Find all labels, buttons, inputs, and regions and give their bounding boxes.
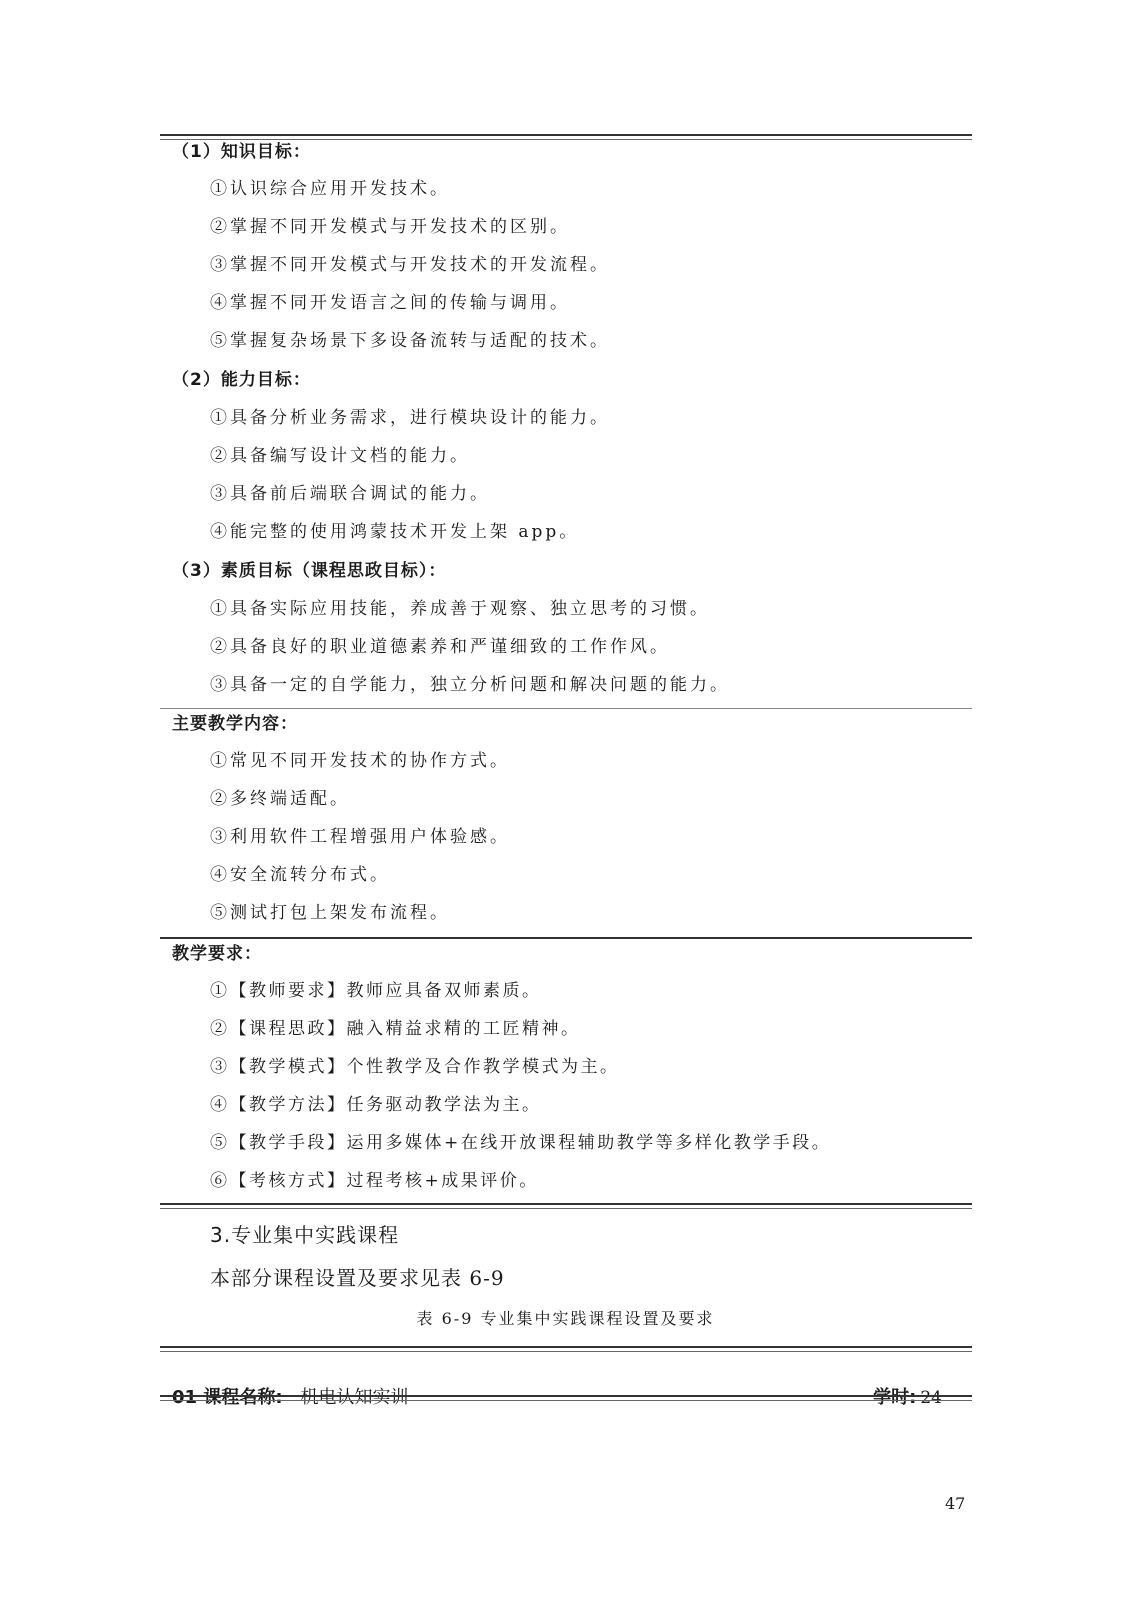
quality-goals-heading: （3）素质目标（课程思政目标）： (172, 561, 447, 581)
content-item: ①常见不同开发技术的协作方式。 (210, 751, 510, 771)
ability-item: ②具备编写设计文档的能力。 (210, 446, 470, 466)
ability-goals-heading: （2）能力目标： (172, 370, 311, 390)
hours-label: 学时: (873, 1387, 917, 1408)
ability-item: ③具备前后端联合调试的能力。 (210, 484, 490, 504)
content-item: ②多终端适配。 (210, 789, 350, 809)
knowledge-item: ⑤掌握复杂场景下多设备流转与适配的技术。 (210, 331, 610, 351)
hours-value: 24 (920, 1388, 942, 1408)
requirement-item: ③【教学模式】个性教学及合作教学模式为主。 (210, 1057, 620, 1077)
knowledge-item: ①认识综合应用开发技术。 (210, 179, 450, 199)
requirement-item: ⑤【教学手段】运用多媒体+在线开放课程辅助教学等多样化教学手段。 (210, 1133, 832, 1153)
knowledge-item: ②掌握不同开发模式与开发技术的区别。 (210, 217, 570, 237)
knowledge-item: ③掌握不同开发模式与开发技术的开发流程。 (210, 255, 610, 275)
section-3-title: 3.专业集中实践课程 (210, 1223, 400, 1247)
ability-item: ①具备分析业务需求，进行模块设计的能力。 (210, 408, 610, 428)
requirement-item: ②【课程思政】融入精益求精的工匠精神。 (210, 1019, 581, 1039)
section-divider (160, 937, 972, 939)
teaching-requirements-heading: 教学要求： (172, 944, 262, 964)
quality-item: ①具备实际应用技能，养成善于观察、独立思考的习惯。 (210, 599, 710, 619)
ability-item: ④能完整的使用鸿蒙技术开发上架 app。 (210, 522, 580, 542)
section-3-body: 本部分课程设置及要求见表 6-9 (210, 1266, 505, 1290)
teaching-content-heading: 主要教学内容： (172, 714, 298, 734)
course-table-bottom-border (160, 1395, 972, 1401)
knowledge-goals-heading: （1）知识目标： (172, 142, 311, 162)
requirement-item: ①【教师要求】教师应具备双师素质。 (210, 981, 542, 1001)
course-table-top-border (160, 1346, 972, 1352)
quality-item: ③具备一定的自学能力，独立分析问题和解决问题的能力。 (210, 675, 730, 695)
course-name: 机电认知实训 (300, 1387, 409, 1408)
quality-item: ②具备良好的职业道德素养和严谨细致的工作作风。 (210, 637, 670, 657)
course-name-label: 01 课程名称: (172, 1387, 283, 1408)
page-number: 47 (945, 1494, 966, 1513)
content-item: ③利用软件工程增强用户体验感。 (210, 827, 510, 847)
content-item: ④安全流转分布式。 (210, 865, 390, 885)
table-caption: 表 6-9 专业集中实践课程设置及要求 (416, 1309, 715, 1328)
requirement-item: ⑥【考核方式】过程考核+成果评价。 (210, 1171, 539, 1191)
section-divider (160, 708, 972, 709)
knowledge-item: ④掌握不同开发语言之间的传输与调用。 (210, 293, 570, 313)
table-top-border (160, 134, 972, 140)
content-item: ⑤测试打包上架发布流程。 (210, 903, 450, 923)
requirement-item: ④【教学方法】任务驱动教学法为主。 (210, 1095, 542, 1115)
table-bottom-border (160, 1203, 972, 1209)
